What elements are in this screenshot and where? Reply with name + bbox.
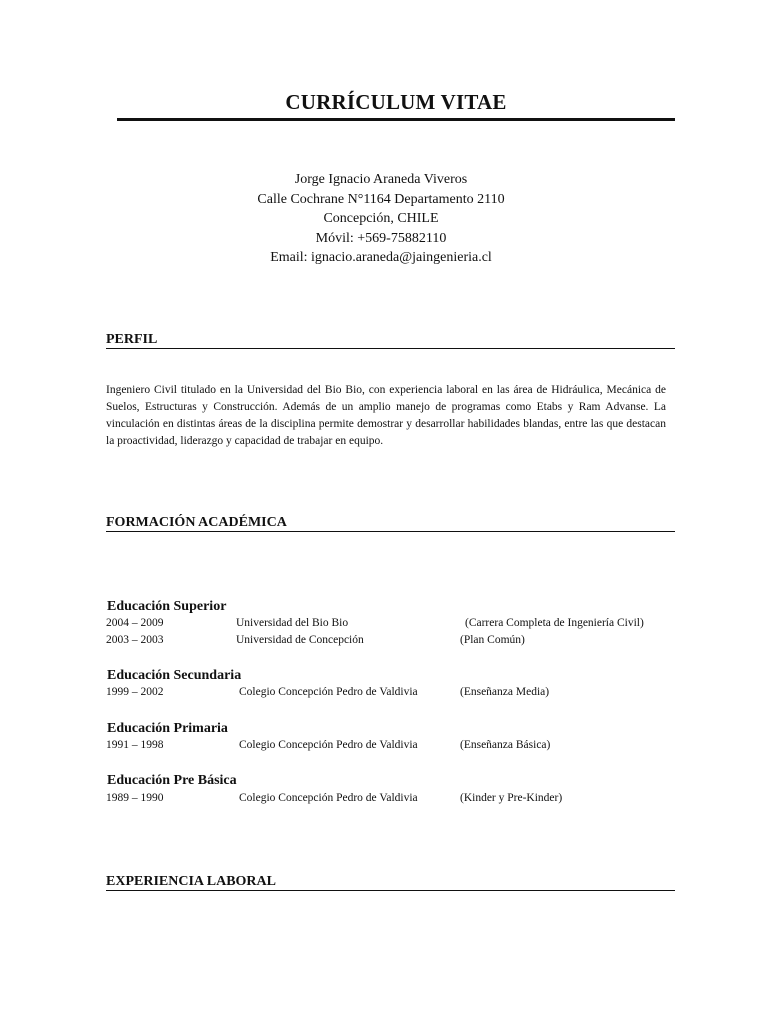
education-prebasica-heading: Educación Pre Básica bbox=[107, 773, 237, 788]
education-institution: Colegio Concepción Pedro de Valdivia bbox=[239, 686, 418, 698]
contact-phone: Móvil: +569-75882110 bbox=[315, 230, 447, 246]
section-heading-profile: PERFIL bbox=[106, 331, 675, 349]
contact-city: Concepción, CHILE bbox=[323, 211, 439, 226]
document-title: CURRÍCULUM VITAE bbox=[285, 90, 507, 114]
education-note: (Plan Común) bbox=[460, 634, 525, 646]
section-heading-experience: EXPERIENCIA LABORAL bbox=[106, 873, 675, 891]
education-primaria-heading: Educación Primaria bbox=[107, 721, 228, 736]
contact-address: Calle Cochrane N°1164 Departamento 2110 bbox=[257, 191, 505, 207]
education-institution: Universidad del Bio Bio bbox=[236, 617, 349, 629]
education-institution: Colegio Concepción Pedro de Valdivia bbox=[239, 739, 418, 751]
title-underline bbox=[117, 118, 675, 121]
contact-email: Email: ignacio.araneda@jaingenieria.cl bbox=[270, 250, 492, 265]
education-years: 2004 – 2009 bbox=[106, 617, 164, 629]
education-years: 1991 – 1998 bbox=[106, 739, 164, 751]
contact-name: Jorge Ignacio Araneda Viveros bbox=[294, 172, 468, 187]
education-superior-heading: Educación Superior bbox=[107, 599, 227, 614]
education-note: (Kinder y Pre-Kinder) bbox=[460, 792, 563, 804]
education-institution: Universidad de Concepción bbox=[236, 634, 364, 646]
section-heading-education: FORMACIÓN ACADÉMICA bbox=[106, 514, 675, 532]
contact-block bbox=[118, 170, 644, 268]
education-years: 1989 – 1990 bbox=[106, 792, 164, 804]
education-institution: Colegio Concepción Pedro de Valdivia bbox=[239, 792, 418, 804]
profile-paragraph: Ingeniero Civil titulado en la Universidad del Bio Bio, con experiencia laboral en las área de Hidráulica, Mecánica de Suelos, Estructuras y Construcción. Además de un amplio manejo de programas como Etabs y Ram Advanse. La vinculación en distintas áreas de la disciplina permite demostrar y desarrollar habilidades blandas, entre las que destacan la proactividad, liderazgo y capacidad de trabajar en equipo. bbox=[106, 384, 666, 447]
education-secundaria-heading: Educación Secundaria bbox=[107, 668, 242, 683]
education-note: (Carrera Completa de Ingeniería Civil) bbox=[465, 617, 644, 629]
education-years: 2003 – 2003 bbox=[106, 634, 164, 646]
education-years: 1999 – 2002 bbox=[106, 686, 164, 698]
education-note: (Enseñanza Básica) bbox=[460, 739, 551, 751]
education-note: (Enseñanza Media) bbox=[460, 686, 550, 698]
